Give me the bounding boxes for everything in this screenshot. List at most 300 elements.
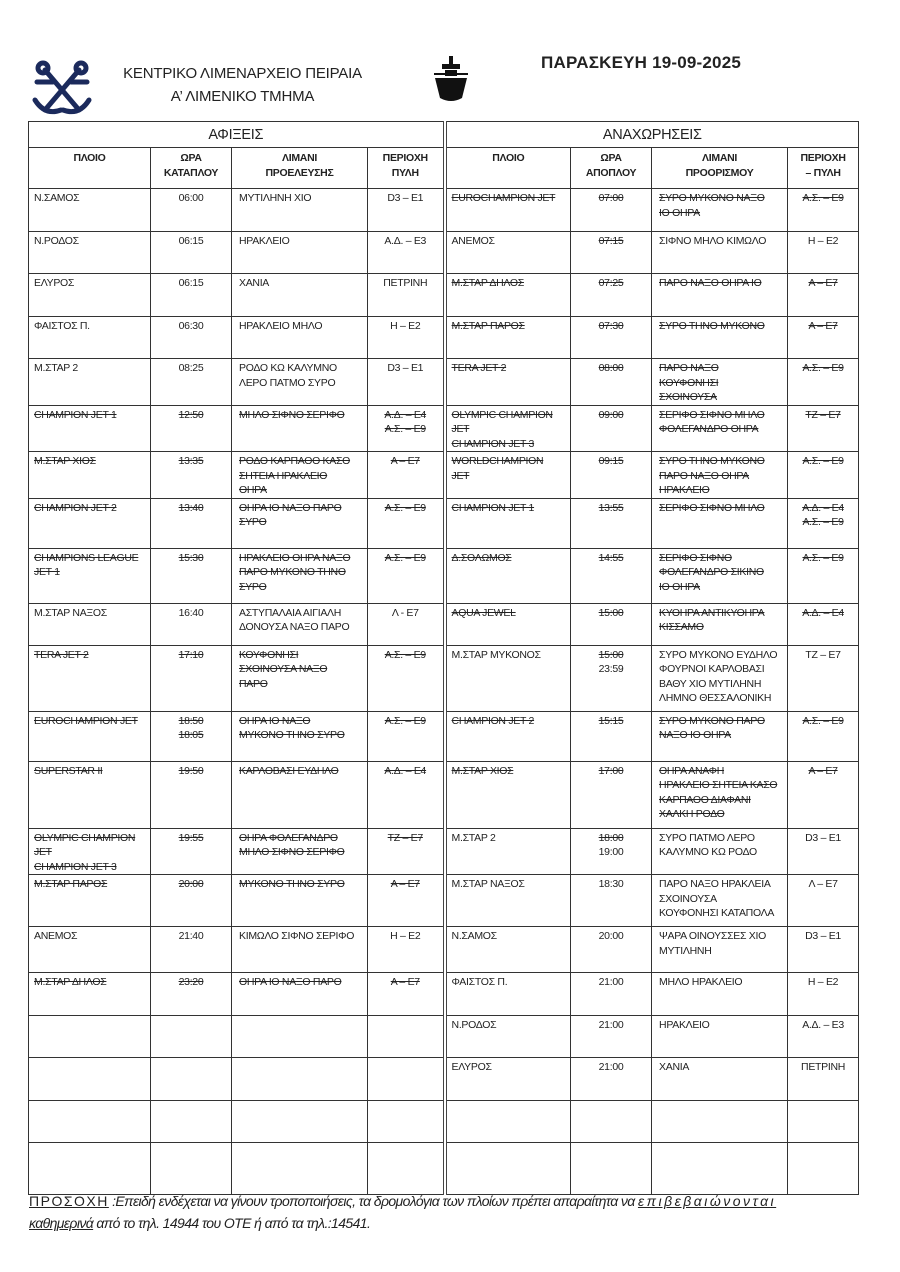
- notice-text: :Επειδή ενδέχεται να γίνουν τροποποιήσεις, τα δρομολόγια των πλοίων πρέπει απαραίτητα να: [108, 1193, 638, 1209]
- cancelled-text: ΘΗΡΑ ΙΟ ΝΑΞΟ ΠΑΡΟ: [239, 501, 342, 514]
- departure-time-cell: [571, 1016, 652, 1058]
- cell-text: ΒΑΘΥ ΧΙΟ ΜΥΤΙΛΗΝΗ: [659, 677, 762, 690]
- departure-ship-cell: [445, 711, 571, 761]
- cancelled-text: 17:00: [598, 764, 624, 777]
- departure-port-cell: [652, 1101, 788, 1143]
- cancelled-text: ΠΑΡΟ ΝΑΞΟ ΘΗΡΑ ΙΟ: [659, 277, 762, 289]
- ship-icon: [432, 54, 470, 104]
- cell-text: ΚΟΥΦΟΝΗΣΙ ΚΑΤΑΠΟΛΑ: [659, 907, 775, 919]
- cancelled-text: ΣΕΡΙΦΟ ΣΙΦΝΟ ΜΗΛΟ: [659, 501, 765, 514]
- arrival-gate-cell: [368, 1016, 445, 1058]
- departures-title: ΑΝΑΧΩΡΗΣΕΙΣ: [445, 122, 859, 148]
- departure-port-cell: [652, 317, 788, 359]
- departure-time-cell: [571, 603, 652, 645]
- departure-time-cell: [571, 761, 652, 828]
- cancelled-text: ΣΧΟΙΝΟΥΣΑ: [659, 391, 717, 403]
- cancelled-text: CHAMPION JET 3: [451, 437, 535, 450]
- cancelled-text: ΦΟΛΕΓΑΝΔΡΟ ΣΙΚΙΝΟ: [659, 566, 764, 578]
- cancelled-text: ΧΑΛΚΗ ΡΟΔΟ: [659, 808, 725, 820]
- cell-text: ΜΥΤΙΛΗΝΗ: [659, 944, 712, 957]
- arrival-ship-cell: [29, 603, 151, 645]
- cancelled-text: CHAMPION JET 1: [34, 408, 117, 421]
- arrival-port-cell: [232, 711, 368, 761]
- arrival-port-cell: [232, 274, 368, 317]
- arrival-gate-cell: [368, 603, 445, 645]
- arrival-time-cell: [151, 711, 232, 761]
- cancelled-text: ΦΟΛΕΓΑΝΔΡΟ ΘΗΡΑ: [659, 423, 759, 435]
- departure-time-cell: [571, 189, 652, 232]
- cancelled-text: ΘΗΡΑ ΑΝΑΦΗ: [659, 764, 725, 777]
- departure-time-cell: [571, 1143, 652, 1195]
- departure-gate-cell: [788, 452, 859, 499]
- arrival-time-cell: [151, 452, 232, 499]
- cell-text: ΜΗΛΟ ΗΡΑΚΛΕΙΟ: [659, 976, 743, 988]
- notice-daily: καθημερινά: [29, 1215, 94, 1231]
- cancelled-text: ΗΡΑΚΛΕΙΟ: [659, 484, 710, 496]
- departure-ship-cell: [445, 189, 571, 232]
- arrival-ship-cell: [29, 927, 151, 973]
- arrival-ship-cell: [29, 761, 151, 828]
- cancelled-text: ΣΥΡΟ: [239, 516, 267, 528]
- crossed-anchors-logo: [31, 60, 93, 118]
- departure-port-cell: [652, 1016, 788, 1058]
- cell-text: ΑΝΕΜΟΣ: [34, 930, 78, 942]
- cell-text: ΣΙΦΝΟ ΜΗΛΟ ΚΙΜΩΛΟ: [659, 235, 767, 247]
- cancelled-text: Α.Σ. – Ε9: [802, 714, 844, 727]
- cell-text: ΗΡΑΚΛΕΙΟ ΜΗΛΟ: [239, 320, 323, 332]
- arrivals-header-time: [151, 148, 232, 189]
- arrival-gate-cell: [368, 405, 445, 452]
- arrival-gate-cell: [368, 498, 445, 548]
- arrival-gate-cell: [368, 189, 445, 232]
- cell-text: 23:59: [598, 663, 624, 675]
- departure-port-cell: [652, 548, 788, 603]
- cancelled-text: ΠΑΡΟ ΜΥΚΟΝΟ ΤΗΝΟ: [239, 566, 346, 578]
- cancelled-text: ΣΕΡΙΦΟ ΣΙΦΝΟ ΜΗΛΟ: [659, 408, 765, 421]
- cancelled-text: Μ.ΣΤΑΡ ΧΙΟΣ: [451, 764, 514, 777]
- header-line: ΛΙΜΑΝΙ: [282, 152, 317, 164]
- cancelled-text: ΜΥΚΟΝΟ ΤΗΝΟ ΣΥΡΟ: [239, 729, 345, 741]
- arrival-gate-cell: [368, 1101, 445, 1143]
- departure-gate-cell: [788, 498, 859, 548]
- cancelled-text: 07:00: [598, 192, 624, 204]
- cancelled-text: Α.Σ. – Ε9: [384, 714, 426, 727]
- cancelled-text: ΜΗΛΟ ΣΙΦΝΟ ΣΕΡΙΦΟ: [239, 846, 345, 858]
- cell-text: ΜΥΤΙΛΗΝΗ ΧΙΟ: [239, 192, 312, 204]
- cell-text: D3 – E1: [805, 831, 841, 844]
- arrival-ship-cell: [29, 711, 151, 761]
- table-row: [29, 828, 859, 875]
- cancelled-text: ΠΑΡΟ ΝΑΞΟ: [659, 362, 719, 374]
- cancelled-text: Α.Δ. – Ε4: [802, 606, 844, 619]
- arrival-ship-cell: [29, 548, 151, 603]
- arrival-port-cell: [232, 359, 368, 406]
- cancelled-text: AQUA JEWEL: [451, 606, 516, 619]
- departure-time-cell: [571, 828, 652, 875]
- header-line: ΑΠΟΠΛΟΥ: [585, 167, 637, 179]
- cancelled-text: Α.Σ. – Ε9: [384, 551, 426, 564]
- cell-text: 16:40: [178, 606, 204, 619]
- cancelled-text: ΚΙΣΣΑΜΟ: [659, 621, 704, 633]
- cancelled-text: EUROCHAMPION JET: [451, 192, 556, 204]
- cancelled-text: 19:55: [178, 831, 204, 844]
- cancelled-text: Μ.ΣΤΑΡ ΧΙΟΣ: [34, 455, 96, 467]
- departure-gate-cell: [788, 828, 859, 875]
- cancelled-text: Δ.ΣΟΛΩΜΟΣ: [451, 551, 512, 564]
- arrival-time-cell: [151, 274, 232, 317]
- arrival-time-cell: [151, 1101, 232, 1143]
- cancelled-text: ΜΥΚΟΝΟ ΤΗΝΟ ΣΥΡΟ: [239, 878, 345, 890]
- cancelled-text: ΚΟΥΦΟΝΗΣΙ: [659, 376, 719, 389]
- departure-time-cell: [571, 927, 652, 973]
- cancelled-text: CHAMPION JET 2: [451, 714, 535, 727]
- header-line: ΠΥΛΗ: [391, 167, 419, 179]
- cancelled-text: WORLDCHAMPION: [451, 455, 544, 467]
- departure-ship-cell: [445, 603, 571, 645]
- cancelled-text: Α.Δ. – Ε4: [802, 501, 844, 514]
- table-row: [29, 1058, 859, 1101]
- cancelled-text: ΚΑΡΛΟΒΑΣΙ ΕΥΔΗΛΟ: [239, 764, 339, 777]
- departure-port-cell: [652, 1058, 788, 1101]
- departures-header-ship: [445, 148, 571, 189]
- cancelled-text: 17:10: [178, 648, 204, 661]
- departure-port-cell: [652, 1143, 788, 1195]
- cancelled-text: CHAMPION JET 2: [34, 501, 117, 514]
- cancelled-text: ΣΥΡΟ ΜΥΚΟΝΟ ΝΑΞΟ: [659, 192, 765, 204]
- departure-port-cell: [652, 603, 788, 645]
- notice-emphasis: επιβεβαιώνονται: [637, 1193, 777, 1209]
- cell-text: ΛΗΜΝΟ ΘΕΣΣΑΛΟΝΙΚΗ: [659, 692, 772, 704]
- arrival-gate-cell: [368, 927, 445, 973]
- departure-port-cell: [652, 452, 788, 499]
- departure-time-cell: [571, 359, 652, 406]
- cell-text: 21:00: [598, 1061, 624, 1073]
- cancelled-text: ΤΖ – Ε7: [387, 831, 423, 844]
- arrival-ship-cell: [29, 317, 151, 359]
- cancelled-text: JET: [34, 846, 52, 858]
- arrival-time-cell: [151, 603, 232, 645]
- departure-time-cell: [571, 317, 652, 359]
- departure-time-cell: [571, 498, 652, 548]
- departures-header-time: [571, 148, 652, 189]
- arrival-gate-cell: [368, 274, 445, 317]
- cancelled-text: Α.Σ. – Ε9: [802, 192, 844, 204]
- cancelled-text: 14:55: [598, 551, 624, 564]
- cancelled-text: Α.Σ. – Ε9: [802, 455, 844, 467]
- arrival-ship-cell: [29, 232, 151, 274]
- cell-text: ΗΡΑΚΛΕΙΟ: [239, 235, 290, 247]
- departure-gate-cell: [788, 927, 859, 973]
- cancelled-text: ΠΑΡΟ ΝΑΞΟ ΘΗΡΑ: [659, 469, 749, 482]
- cancelled-text: ΣΗΤΕΙΑ ΗΡΑΚΛΕΙΟ: [239, 469, 328, 482]
- cancelled-text: CHAMPION JET 3: [34, 860, 117, 873]
- departure-ship-cell: [445, 1101, 571, 1143]
- table-row: [29, 232, 859, 274]
- table-row: [29, 1143, 859, 1195]
- cell-text: D3 – E1: [387, 362, 424, 374]
- header-line: ΚΑΤΑΠΛΟΥ: [163, 167, 219, 179]
- departure-gate-cell: [788, 232, 859, 274]
- arrival-time-cell: [151, 359, 232, 406]
- arrival-port-cell: [232, 645, 368, 711]
- cell-text: ΚΙΜΩΛΟ ΣΙΦΝΟ ΣΕΡΙΦΟ: [239, 930, 355, 942]
- arrival-port-cell: [232, 548, 368, 603]
- cell-text: ΗΡΑΚΛΕΙΟ: [659, 1019, 710, 1031]
- cancelled-text: 15:15: [598, 714, 624, 727]
- cancelled-text: Α – Ε7: [390, 455, 420, 467]
- org-line-1: ΚΕΝΤΡΙΚΟ ΛΙΜΕΝΑΡΧΕΙΟ ΠΕΙΡΑΙΑ: [123, 65, 362, 82]
- cancelled-text: 15:00: [598, 648, 624, 661]
- arrival-time-cell: [151, 761, 232, 828]
- departure-gate-cell: [788, 645, 859, 711]
- departure-port-cell: [652, 828, 788, 875]
- cell-text: Μ.ΣΤΑΡ ΝΑΞΟΣ: [34, 606, 107, 619]
- cell-text: Η – Ε2: [390, 320, 421, 332]
- departure-port-cell: [652, 645, 788, 711]
- departure-ship-cell: [445, 232, 571, 274]
- departure-ship-cell: [445, 1143, 571, 1195]
- departure-time-cell: [571, 548, 652, 603]
- cancelled-text: SUPERSTAR II: [34, 764, 103, 777]
- arrival-gate-cell: [368, 317, 445, 359]
- cell-text: Η – Ε2: [807, 235, 839, 247]
- cancelled-text: 08:00: [598, 362, 624, 374]
- table-row: [29, 603, 859, 645]
- departure-ship-cell: [445, 317, 571, 359]
- arrival-port-cell: [232, 973, 368, 1016]
- departure-port-cell: [652, 711, 788, 761]
- arrival-ship-cell: [29, 875, 151, 927]
- cancelled-text: CHAMPIONS LEAGUE: [34, 551, 139, 564]
- arrival-time-cell: [151, 645, 232, 711]
- table-row: [29, 711, 859, 761]
- arrival-gate-cell: [368, 828, 445, 875]
- table-row: [29, 645, 859, 711]
- cancelled-text: 13:40: [178, 501, 204, 514]
- cell-text: ΨΑΡΑ ΟΙΝΟΥΣΣΕΣ ΧΙΟ: [659, 930, 766, 942]
- departure-ship-cell: [445, 452, 571, 499]
- arrival-gate-cell: [368, 359, 445, 406]
- arrival-gate-cell: [368, 711, 445, 761]
- cell-text: Ν.ΣΑΜΟΣ: [451, 930, 497, 942]
- arrival-port-cell: [232, 603, 368, 645]
- departure-port-cell: [652, 274, 788, 317]
- cancelled-text: OLYMPIC CHAMPION: [34, 831, 136, 844]
- cancelled-text: Α – Ε7: [390, 878, 420, 890]
- cancelled-text: Α.Δ. – Ε4: [384, 408, 427, 421]
- cell-text: Η – Ε2: [390, 930, 421, 942]
- cell-text: ΣΧΟΙΝΟΥΣΑ: [659, 892, 717, 905]
- cancelled-text: ΝΑΞΟ ΙΟ ΘΗΡΑ: [659, 729, 731, 741]
- table-row: [29, 498, 859, 548]
- schedule-date: ΠΑΡΑΣΚΕΥΗ 19-09-2025: [541, 53, 742, 72]
- departure-gate-cell: [788, 1143, 859, 1195]
- cancelled-text: 07:30: [598, 320, 624, 332]
- table-row: [29, 761, 859, 828]
- arrival-port-cell: [232, 875, 368, 927]
- departure-ship-cell: [445, 405, 571, 452]
- cell-text: ΛΕΡΟ ΠΑΤΜΟ ΣΥΡΟ: [239, 376, 336, 389]
- arrival-gate-cell: [368, 452, 445, 499]
- arrival-ship-cell: [29, 498, 151, 548]
- table-row: [29, 274, 859, 317]
- org-line-2: Α’ ΛΙΜΕΝΙΚΟ ΤΜΗΜΑ: [170, 88, 315, 105]
- departure-gate-cell: [788, 274, 859, 317]
- cancelled-text: Μ.ΣΤΑΡ ΔΗΛΟΣ: [451, 277, 524, 289]
- arrival-port-cell: [232, 317, 368, 359]
- notice-phones: από το τηλ. 14944 του ΟΤΕ ή από τα τηλ.:14541.: [93, 1215, 371, 1231]
- departure-gate-cell: [788, 761, 859, 828]
- header-line: ΠΡΟΕΛΕΥΣΗΣ: [265, 167, 334, 179]
- departure-time-cell: [571, 452, 652, 499]
- cancelled-text: ΠΑΡΟ: [239, 677, 268, 690]
- cell-text: ΠΑΡΟ ΝΑΞΟ ΗΡΑΚΛΕΙΑ: [659, 878, 771, 890]
- cell-text: Ν.ΣΑΜΟΣ: [34, 192, 80, 204]
- arrival-ship-cell: [29, 452, 151, 499]
- table-row: [29, 317, 859, 359]
- cell-text: 06:15: [178, 235, 204, 247]
- cell-text: ΦΟΥΡΝΟΙ ΚΑΡΛΟΒΑΣΙ: [659, 663, 765, 675]
- cell-text: ΡΟΔΟ ΚΩ ΚΑΛΥΜΝΟ: [239, 362, 337, 374]
- arrival-gate-cell: [368, 645, 445, 711]
- header-line: ΩΡΑ: [600, 152, 622, 164]
- departure-time-cell: [571, 875, 652, 927]
- departure-gate-cell: [788, 875, 859, 927]
- cancelled-text: 18:00: [598, 831, 624, 844]
- cell-text: Ν.ΡΟΔΟΣ: [451, 1019, 497, 1031]
- cancelled-text: 18:50: [178, 714, 204, 727]
- cancelled-text: ΙΟ ΘΗΡΑ: [659, 580, 700, 593]
- arrival-port-cell: [232, 1101, 368, 1143]
- departure-time-cell: [571, 973, 652, 1016]
- cell-text: Ν.ΡΟΔΟΣ: [34, 235, 79, 247]
- cell-text: Μ.ΣΤΑΡ ΝΑΞΟΣ: [451, 878, 525, 890]
- cancelled-text: ΣΥΡΟ ΜΥΚΟΝΟ ΠΑΡΟ: [659, 714, 765, 727]
- cancelled-text: 15:00: [598, 606, 624, 619]
- arrival-ship-cell: [29, 828, 151, 875]
- cancelled-text: 15:30: [178, 551, 204, 564]
- arrival-ship-cell: [29, 1143, 151, 1195]
- cancelled-text: 07:15: [598, 235, 624, 247]
- cell-text: 19:00: [598, 846, 624, 858]
- cancelled-text: ΣΕΡΙΦΟ ΣΙΦΝΟ: [659, 551, 732, 564]
- cancelled-text: ΚΟΥΦΟΝΗΣΙ: [239, 648, 299, 661]
- schedule-table: [28, 121, 859, 1195]
- arrival-port-cell: [232, 405, 368, 452]
- cell-text: Α.Δ. – Ε3: [384, 235, 427, 247]
- arrival-time-cell: [151, 927, 232, 973]
- arrival-port-cell: [232, 498, 368, 548]
- cancelled-text: ΤΖ – Ε7: [805, 408, 841, 421]
- cell-text: ΣΥΡΟ ΜΥΚΟΝΟ ΕΥΔΗΛΟ: [659, 648, 778, 661]
- cancelled-text: Α.Δ. – Ε4: [384, 764, 427, 777]
- arrivals-title: ΑΦΙΞΕΙΣ: [29, 122, 445, 148]
- departure-ship-cell: [445, 1058, 571, 1101]
- arrivals-header-ship: [29, 148, 151, 189]
- arrival-gate-cell: [368, 1143, 445, 1195]
- arrival-ship-cell: [29, 274, 151, 317]
- cancelled-text: 23:20: [178, 976, 204, 988]
- cancelled-text: ΡΟΔΟ ΚΑΡΠΑΘΟ ΚΑΣΟ: [239, 455, 351, 467]
- departure-gate-cell: [788, 1016, 859, 1058]
- cell-text: ΤΖ – Ε7: [805, 648, 841, 661]
- table-row: [29, 359, 859, 406]
- cancelled-text: 19:50: [178, 764, 204, 777]
- arrival-gate-cell: [368, 761, 445, 828]
- departure-time-cell: [571, 405, 652, 452]
- cancelled-text: ΗΡΑΚΛΕΙΟ ΣΗΤΕΙΑ ΚΑΣΟ: [659, 779, 778, 791]
- departure-ship-cell: [445, 359, 571, 406]
- departure-time-cell: [571, 1101, 652, 1143]
- departure-port-cell: [652, 973, 788, 1016]
- arrival-port-cell: [232, 1058, 368, 1101]
- cell-text: Α.Δ. – Ε3: [802, 1019, 844, 1031]
- cancelled-text: OLYMPIC CHAMPION: [451, 408, 553, 421]
- departure-time-cell: [571, 711, 652, 761]
- cell-text: 06:00: [178, 192, 204, 204]
- arrival-ship-cell: [29, 189, 151, 232]
- departure-port-cell: [652, 498, 788, 548]
- departure-gate-cell: [788, 1101, 859, 1143]
- arrival-ship-cell: [29, 1101, 151, 1143]
- cell-text: 21:00: [598, 976, 624, 988]
- header-line: ΠΛΟΙΟ: [492, 152, 525, 164]
- departure-gate-cell: [788, 189, 859, 232]
- arrival-time-cell: [151, 875, 232, 927]
- cancelled-text: Μ.ΣΤΑΡ ΠΑΡΟΣ: [451, 320, 525, 332]
- table-row: [29, 189, 859, 232]
- arrival-gate-cell: [368, 548, 445, 603]
- cell-text: ΠΕΤΡΙΝΗ: [383, 277, 428, 289]
- header-line: ΩΡΑ: [180, 152, 202, 164]
- cancelled-text: ΣΥΡΟ ΤΗΝΟ ΜΥΚΟΝΟ: [659, 455, 765, 467]
- cell-text: 06:30: [178, 320, 204, 332]
- cancelled-text: Α – Ε7: [808, 764, 838, 777]
- cancelled-text: ΣΥΡΟ: [239, 580, 267, 593]
- cancelled-text: 09:00: [598, 408, 624, 421]
- departure-port-cell: [652, 232, 788, 274]
- cancelled-text: JET 1: [34, 566, 60, 578]
- arrival-port-cell: [232, 232, 368, 274]
- cancelled-text: CHAMPION JET 1: [451, 501, 535, 514]
- arrival-time-cell: [151, 498, 232, 548]
- arrival-port-cell: [232, 1016, 368, 1058]
- departures-header-port: [652, 148, 788, 189]
- cancelled-text: TERA JET 2: [34, 648, 89, 661]
- departure-port-cell: [652, 761, 788, 828]
- cancelled-text: ΜΗΛΟ ΣΙΦΝΟ ΣΕΡΙΦΟ: [239, 408, 345, 421]
- departure-port-cell: [652, 359, 788, 406]
- departure-ship-cell: [445, 927, 571, 973]
- table-row: [29, 927, 859, 973]
- arrival-time-cell: [151, 1058, 232, 1101]
- cell-text: ΚΑΛΥΜΝΟ ΚΩ ΡΟΔΟ: [659, 846, 757, 858]
- departure-port-cell: [652, 405, 788, 452]
- departure-time-cell: [571, 274, 652, 317]
- cancelled-text: ΗΡΑΚΛΕΙΟ ΘΗΡΑ ΝΑΞΟ: [239, 551, 351, 564]
- departure-gate-cell: [788, 548, 859, 603]
- table-row: [29, 548, 859, 603]
- header-line: ΠΕΡΙΟΧΗ: [382, 152, 428, 164]
- arrival-time-cell: [151, 548, 232, 603]
- departure-ship-cell: [445, 761, 571, 828]
- table-row: [29, 1101, 859, 1143]
- cell-text: Μ.ΣΤΑΡ 2: [34, 362, 78, 374]
- cell-text: 21:40: [178, 930, 204, 942]
- cancelled-text: Α.Σ. – Ε9: [802, 551, 844, 564]
- departure-gate-cell: [788, 405, 859, 452]
- cell-text: Μ.ΣΤΑΡ ΜΥΚΟΝΟΣ: [451, 648, 541, 661]
